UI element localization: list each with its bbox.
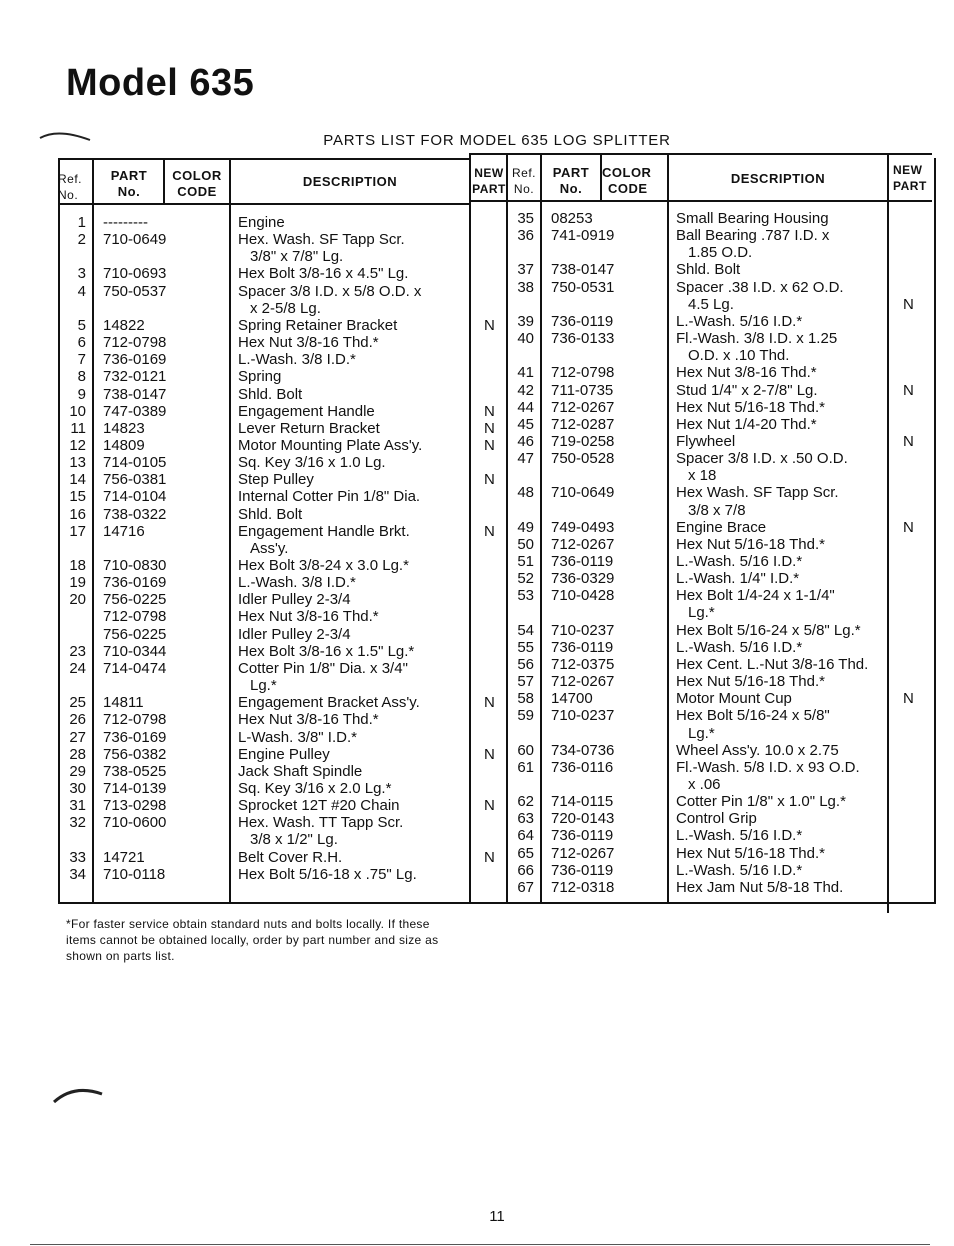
part-number: 734-0736 [551,741,615,759]
ref-number: 67 [517,878,534,896]
ref-number: 10 [69,402,86,420]
description: Engagement Handle Brkt. [238,522,410,540]
part-number: 713-0298 [103,797,167,815]
footnote: *For faster service obtain standard nuts and bolts locally. If these items cannot be obtained locally, order by part number and size as shown on parts list. [66,917,439,963]
ref-number: 38 [517,278,534,296]
part-number: 711-0735 [551,381,614,399]
part-number: 736-0169 [103,728,167,746]
new-part-flag: N [484,694,495,712]
part-number: 736-0169 [103,574,167,592]
description: Sq. Key 3/16 x 2.0 Lg.* [238,779,392,797]
description: 1.85 O.D. [688,244,753,262]
ref-number: 53 [517,587,534,605]
part-number: 756-0382 [103,745,167,763]
header-description: DESCRIPTION [302,174,398,189]
ref-number: 33 [69,848,86,866]
description: x .06 [688,775,721,793]
part-number: 756-0381 [103,471,167,489]
description: Wheel Ass'y. 10.0 x 2.75 [676,741,839,759]
part-number: 736-0133 [551,330,615,348]
description: L.-Wash. 1/4" I.D.* [676,570,800,588]
part-number: 747-0389 [103,402,167,420]
ref-number: 2 [77,231,86,249]
ref-number: 6 [77,334,86,352]
part-number: 750-0531 [551,278,615,296]
header-divider-left [58,203,470,205]
ref-number: 16 [69,505,86,523]
col-divider [667,153,669,902]
ref-number: 31 [69,797,86,815]
part-number: 710-0649 [551,484,615,502]
part-number: 14721 [103,848,145,866]
description: Shld. Bolt [676,261,741,279]
description: Hex Nut 3/8-16 Thd.* [238,608,379,626]
description: Ass'y. [250,539,289,557]
description: Step Pulley [238,471,314,489]
part-number: 710-0237 [551,707,615,725]
part-number: 714-0115 [551,793,614,811]
description: Hex Nut 5/16-18 Thd.* [676,844,825,862]
ref-number: 46 [517,432,534,450]
part-number: 736-0119 [551,312,614,330]
ref-number: 60 [517,741,534,759]
description: 3/8 x 7/8 [688,501,746,519]
part-number: 720-0143 [551,810,615,828]
ref-number: 12 [69,436,86,454]
table-top-border-left [58,158,470,160]
description: Hex Bolt 3/8-16 x 4.5" Lg. [238,265,409,283]
part-number: 710-0237 [551,621,615,639]
part-number: 736-0116 [551,758,614,776]
part-number: 749-0493 [551,518,615,536]
description: Spring Retainer Bracket [238,316,398,334]
new-part-flag: N [484,436,495,454]
new-part-flag: N [903,518,914,536]
part-number: 14822 [103,316,145,334]
ref-number: 39 [517,312,534,330]
description: x 18 [688,467,717,485]
description: Hex Nut 1/4-20 Thd.* [676,415,817,433]
new-part-flag: N [903,432,914,450]
part-number: 736-0119 [551,827,614,845]
ref-number: 1 [77,214,86,231]
description: Spacer 3/8 I.D. x .50 O.D. [676,450,848,468]
part-number: 738-0322 [103,505,167,523]
part-number: 732-0121 [103,368,167,386]
description: L-Wash. 3/8" I.D.* [238,728,357,746]
description: Hex Bolt 3/8-16 x 1.5" Lg.* [238,642,415,660]
description: Hex Nut 5/16-18 Thd.* [676,398,825,416]
ref-number: 62 [517,793,534,811]
part-number: 738-0147 [551,261,615,279]
part-number: 08253 [551,210,593,227]
description: L.-Wash. 5/16 I.D.* [676,827,803,845]
header-ref: Ref. No. [58,172,83,202]
part-number: 712-0267 [551,535,615,553]
description: Engine Pulley [238,745,330,763]
description: Hex. Wash. TT Tapp Scr. [238,814,404,832]
ref-number: 54 [517,621,534,639]
description: Lever Return Bracket [238,419,380,437]
new-part-flag: N [484,797,495,815]
ref-number: 57 [517,673,534,691]
ref-number: 50 [517,535,534,553]
description: Hex Bolt 3/8-24 x 3.0 Lg.* [238,557,409,574]
new-part-flag: N [903,295,914,313]
scan-mark-top [38,126,98,146]
ref-number: 35 [517,210,534,227]
header-ref-right: Ref. No. [511,166,536,196]
part-number: 736-0329 [551,570,615,588]
ref-number: 59 [517,707,534,725]
description: Lg.* [688,724,715,742]
description: Hex Wash. SF Tapp Scr. [676,484,839,502]
part-number: 712-0267 [551,673,615,691]
bottom-rule [30,1244,930,1245]
description: Fl.-Wash. 5/8 I.D. x 93 O.D. [676,758,860,776]
ref-number: 29 [69,762,86,780]
ref-number: 20 [69,591,86,609]
description: x 2-5/8 Lg. [250,299,321,317]
ref-number: 44 [517,398,534,416]
ref-number: 58 [517,690,534,708]
ref-number: 30 [69,779,86,797]
part-number: 710-0344 [103,642,167,660]
header-color-right: COLOR CODE [602,165,652,196]
ref-number: 45 [517,415,534,433]
header-description-right: DESCRIPTION [730,171,826,186]
ref-number: 36 [517,227,534,245]
ref-number: 66 [517,861,534,879]
part-number: 14700 [551,690,593,708]
ref-number: 23 [69,642,86,660]
part-number: 710-0830 [103,557,167,574]
col-divider [887,153,889,913]
description: L.-Wash. 3/8 I.D.* [238,351,356,369]
new-part-flag: N [484,471,495,489]
new-part-flag: N [484,745,495,763]
part-number: 736-0169 [103,351,167,369]
description: Engine Brace [676,518,767,536]
ref-number: 65 [517,844,534,862]
description: Engagement Handle [238,402,375,420]
parts-table [58,158,936,904]
ref-number: 26 [69,711,86,729]
ref-number: 8 [77,368,86,386]
description: Cotter Pin 1/8" Dia. x 3/4" [238,659,408,677]
part-number: 14811 [103,694,144,712]
part-number: 14809 [103,436,145,454]
ref-number: 4 [77,282,86,300]
part-number: 712-0318 [551,878,615,896]
description: Shld. Bolt [238,385,303,403]
col-divider [540,153,542,902]
header-new-part: NEW PART [472,166,506,196]
description: Jack Shaft Spindle [238,762,363,780]
ref-number: 24 [69,659,86,677]
ref-number: 56 [517,655,534,673]
description: Hex Bolt 1/4-24 x 1-1/4" [676,587,835,605]
part-number: 712-0267 [551,844,615,862]
ref-number: 42 [517,381,534,399]
part-number: 712-0267 [551,398,615,416]
description: L.-Wash. 5/16 I.D.* [676,861,803,879]
ref-number: 7 [77,351,86,369]
description: 4.5 Lg. [688,295,734,313]
description: Hex Nut 5/16-18 Thd.* [676,673,825,691]
new-part-flag: N [484,522,495,540]
ref-number: 51 [517,553,534,570]
ref-number: 9 [77,385,86,403]
description: Small Bearing Housing [676,210,829,227]
ref-number: 64 [517,827,534,845]
description: Belt Cover R.H. [238,848,343,866]
description: Hex. Wash. SF Tapp Scr. [238,231,405,249]
part-number: 736-0119 [551,638,614,656]
ref-number: 11 [70,419,86,437]
description: Lg.* [250,677,277,695]
ref-number: 61 [517,758,534,776]
new-part-flag: N [484,419,495,437]
ref-number: 34 [69,865,86,883]
ref-number: 18 [69,557,86,574]
description: Spacer 3/8 I.D. x 5/8 O.D. x [238,282,422,300]
new-part-flag: N [903,690,914,708]
part-number: 712-0798 [103,334,167,352]
ref-number: 49 [517,518,534,536]
part-number: 710-0600 [103,814,167,832]
description: Sprocket 12T #20 Chain [238,797,400,815]
page-title: Model 635 [66,62,255,104]
part-number: 736-0119 [551,553,614,570]
ref-number: 32 [69,814,86,832]
description: Hex Nut 5/16-18 Thd.* [676,535,825,553]
new-part-flag: N [484,848,495,866]
header-color: COLOR CODE [172,168,222,199]
scan-mark-bottom [52,1080,108,1106]
part-number: 741-0919 [551,227,615,245]
description: Engagement Bracket Ass'y. [238,694,420,712]
description: Ball Bearing .787 I.D. x [676,227,830,245]
part-number: 710-0693 [103,265,167,283]
description: Hex Jam Nut 5/8-18 Thd. [676,878,844,896]
description: Hex Nut 3/8-16 Thd.* [676,364,817,382]
part-number: 710-0649 [103,231,167,249]
description: Fl.-Wash. 3/8 I.D. x 1.25 [676,330,838,348]
ref-number: 37 [517,261,534,279]
part-number: 719-0258 [551,432,615,450]
description: Sq. Key 3/16 x 1.0 Lg. [238,454,386,472]
ref-number: 14 [69,471,86,489]
header-part: PART No. [110,168,148,199]
part-number: 738-0147 [103,385,167,403]
description: Shld. Bolt [238,505,303,523]
new-part-flag: N [903,381,914,399]
description: Flywheel [676,432,736,450]
description: Motor Mounting Plate Ass'y. [238,436,423,454]
part-number: 750-0537 [103,282,167,300]
description: Idler Pulley 2-3/4 [238,591,351,609]
ref-number: 5 [77,316,86,334]
part-number: 712-0798 [103,608,167,626]
ref-number: 13 [69,454,86,472]
part-number: 714-0139 [103,779,167,797]
ref-number: 25 [69,694,86,712]
header-new-part-right: NEW PART [893,163,927,193]
ref-number: 63 [517,810,534,828]
description: Motor Mount Cup [676,690,792,708]
part-number: 756-0225 [103,591,167,609]
description: Hex Nut 3/8-16 Thd.* [238,334,379,352]
col-divider [92,158,94,902]
part-number: 710-0118 [103,865,166,883]
description: Cotter Pin 1/8" x 1.0" Lg.* [676,793,846,811]
description: 3/8 x 1/2" Lg. [250,831,338,849]
page-number: 11 [489,1208,505,1225]
description: 3/8" x 7/8" Lg. [250,248,344,266]
ref-number: 15 [69,488,86,506]
col-divider [469,153,471,902]
description: O.D. x .10 Thd. [688,347,790,365]
new-part-flag: N [484,402,495,420]
description: L.-Wash. 5/16 I.D.* [676,638,803,656]
part-number: 756-0225 [103,625,167,643]
part-number: 736-0119 [551,861,614,879]
ref-number: 40 [517,330,534,348]
description: Spring [238,368,282,386]
ref-number: 55 [517,638,534,656]
description: Spacer .38 I.D. x 62 O.D. [676,278,844,296]
ref-number: 19 [69,574,86,592]
part-number: 710-0428 [551,587,615,605]
description: Stud 1/4" x 2-7/8" Lg. [676,381,818,399]
description: Lg.* [688,604,715,622]
new-part-flag: N [484,316,495,334]
description: L.-Wash. 5/16 I.D.* [676,553,803,570]
ref-number: 48 [517,484,534,502]
ref-number: 52 [517,570,534,588]
description: Engine [238,214,285,231]
ref-number: 47 [517,450,534,468]
ref-number: 17 [69,522,86,540]
part-number: 14823 [103,419,145,437]
part-number: 14716 [103,522,145,540]
ref-number: 3 [77,265,86,283]
description: L.-Wash. 5/16 I.D.* [676,312,803,330]
part-number: 714-0105 [103,454,167,472]
description: Hex Cent. L.-Nut 3/8-16 Thd. [676,655,869,673]
description: Hex Bolt 5/16-18 x .75" Lg. [238,865,417,883]
part-number: 738-0525 [103,762,167,780]
part-number: 714-0104 [103,488,167,506]
part-number: 712-0287 [551,415,615,433]
ref-number: 27 [69,728,86,746]
description: Internal Cotter Pin 1/8" Dia. [238,488,421,506]
col-divider [229,158,231,902]
parts-list-subtitle: PARTS LIST FOR MODEL 635 LOG SPLITTER [323,132,671,149]
part-number: 714-0474 [103,659,167,677]
description: Control Grip [676,810,757,828]
part-number: --------- [103,214,148,231]
description: Hex Nut 3/8-16 Thd.* [238,711,379,729]
header-part-right: PART No. [552,165,590,196]
description: Hex Bolt 5/16-24 x 5/8" [676,707,830,725]
description: Idler Pulley 2-3/4 [238,625,351,643]
part-number: 712-0798 [551,364,615,382]
part-number: 712-0375 [551,655,615,673]
description: L.-Wash. 3/8 I.D.* [238,574,356,592]
part-number: 712-0798 [103,711,167,729]
ref-number: 28 [69,745,86,763]
description: Hex Bolt 5/16-24 x 5/8" Lg.* [676,621,861,639]
part-number: 750-0528 [551,450,615,468]
ref-number: 41 [517,364,534,382]
